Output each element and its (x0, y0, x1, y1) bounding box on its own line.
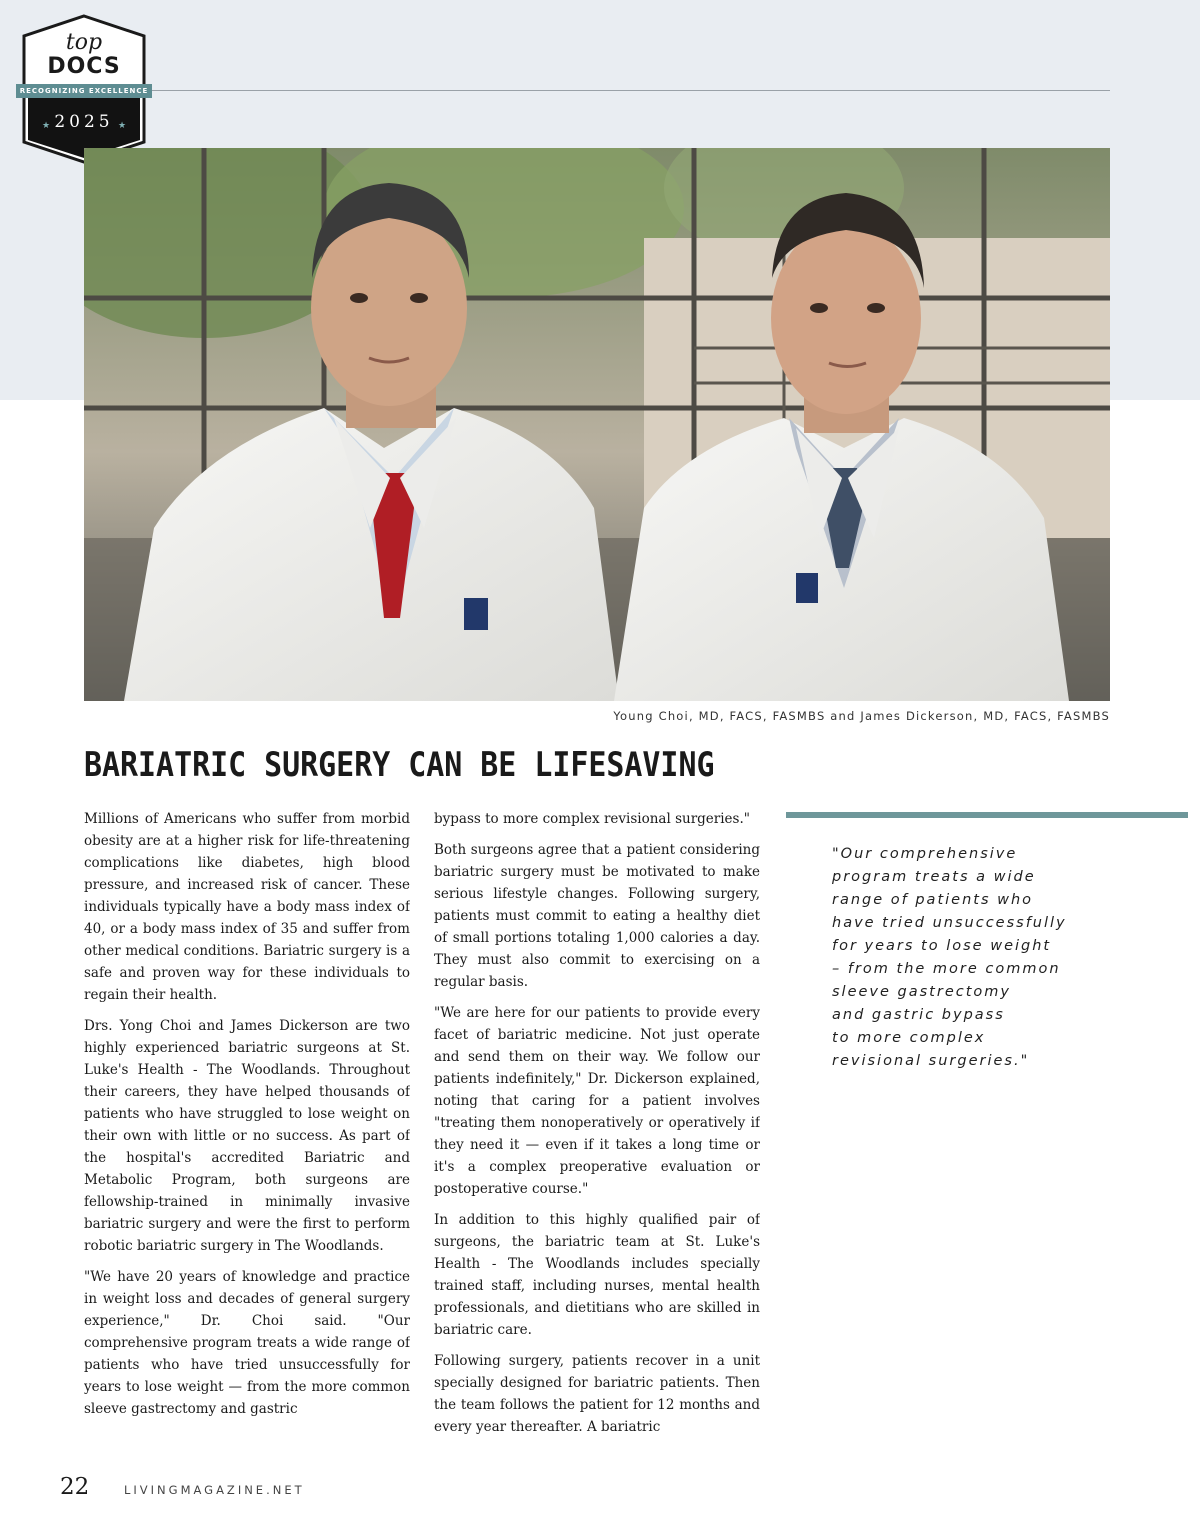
column2-paragraph: Following surgery, patients recover in a unit specially designed for bariatric patients. Then the team follows the patient for 12 months and every year thereafter. A bariatric (434, 1353, 760, 1435)
badge-ribbon: RECOGNIZING EXCELLENCE (16, 84, 152, 98)
pullquote-line: to more complex (832, 1030, 986, 1046)
top-docs-badge (20, 14, 148, 164)
badge-docs-text: DOCS (47, 54, 121, 79)
pullquote-line: "Our comprehensive (832, 846, 1018, 862)
footer-site-link[interactable]: LIVINGMAGAZINE.NET (124, 1483, 305, 1497)
column2-paragraph: "We are here for our patients to provide every facet of bariatric medicine. Not just operate and send them on their way. We follow our patients indefinitely," Dr. Dickerson explained, noting that caring for a patient involves "treating them nonoperatively or operatively if they need it — even if it takes a long time or it's a complex preoperative evaluation or postoperative course." (434, 1005, 760, 1197)
pullquote-line: revisional surgeries." (832, 1053, 1030, 1069)
svg-text:★: ★ (118, 121, 127, 131)
pullquote-line: range of patients who (832, 892, 1034, 908)
doctors-illustration (84, 148, 1110, 701)
article-column-2 (434, 808, 760, 1466)
header-rule (150, 90, 1110, 91)
pullquote-line: have tried unsuccessfully (832, 915, 1067, 931)
column2-paragraph: Both surgeons agree that a patient considering bariatric surgery must be motivated to make serious lifestyle changes. Following surgery, patients must commit to eating a healthy diet of small portions totaling 1,000 calories a day. They must also commit to exercising on a regular basis. (434, 842, 760, 990)
doctors-photo (84, 148, 1110, 701)
pullquote-line: for years to lose weight (832, 938, 1052, 954)
column2-paragraph: In addition to this highly qualified pair of surgeons, the bariatric team at St. Luke's Health - The Woodlands includes specially trained staff, including nurses, mental health professionals, and dietitians who are skilled in bariatric care. (434, 1212, 760, 1338)
column1-paragraph: Drs. Yong Choi and James Dickerson are two highly experienced bariatric surgeons at St. Luke's Health - The Woodlands. Throughout their careers, they have helped thousands of patients who have struggled to lose weight on their own with little or no success. As part of the hospital's accredited Bariatric and Metabolic Program, both surgeons are fellowship-trained in minimally invasive bariatric surgery and were the first to perform robotic bariatric surgery in The Woodlands. (84, 1018, 410, 1254)
article-column-1 (84, 808, 410, 1466)
photo-caption: Young Choi, MD, FACS, FASMBS and James Dickerson, MD, FACS, FASMBS (613, 709, 1110, 723)
pullquote-line: – from the more common (832, 961, 1061, 977)
pullquote (832, 843, 1132, 1073)
pullquote-rule (786, 812, 1188, 818)
page-number: 22 (60, 1474, 90, 1500)
article-headline: BARIATRIC SURGERY CAN BE LIFESAVING (84, 745, 715, 785)
column1-paragraph: Millions of Americans who suffer from morbid obesity are at a higher risk for life-threatening complications like diabetes, high blood pressure, and increased risk of cancer. These individuals typically have a body mass index of 40, or a body mass index of 35 and suffer from other medical conditions. Bariatric surgery is a safe and proven way for these individuals to regain their health. (84, 811, 410, 1003)
badge-top-text: top (65, 30, 103, 55)
pullquote-line: and gastric bypass (832, 1007, 1005, 1023)
badge-year: 2025 (54, 112, 114, 132)
pullquote-line: sleeve gastrectomy (832, 984, 1011, 1000)
column2-paragraph: bypass to more complex revisional surgeries." (434, 811, 750, 827)
column1-paragraph: "We have 20 years of knowledge and practice in weight loss and decades of general surgery experience," Dr. Choi said. "Our comprehensive program treats a wide range of patients who have tried unsuccessfully for years to lose weight — from the more common sleeve gastrectomy and gastric (84, 1269, 410, 1417)
svg-text:★: ★ (42, 121, 51, 131)
pullquote-line: program treats a wide (832, 869, 1036, 885)
